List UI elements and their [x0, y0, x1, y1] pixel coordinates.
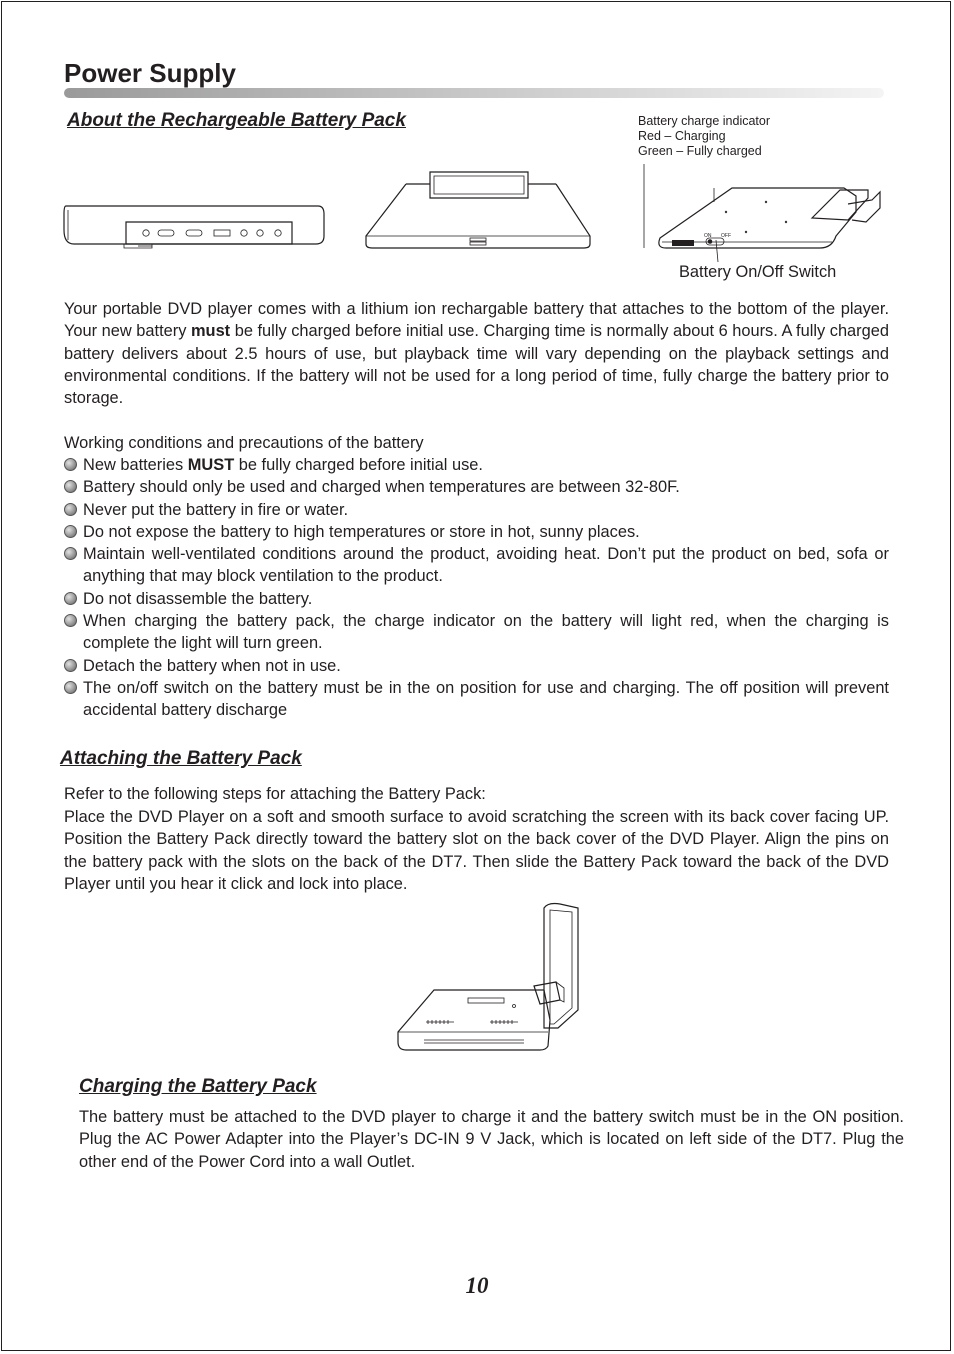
precaution-text: Battery should only be used and charged when temperatures are between 32-80F. [83, 478, 680, 497]
battery-switch-caption: Battery On/Off Switch [679, 263, 837, 281]
precaution-item [64, 655, 889, 677]
precautions-list [64, 454, 889, 722]
dvd-player-side-view-icon [60, 200, 328, 252]
precaution-item [64, 454, 889, 476]
dvd-player-open-with-battery-icon [394, 900, 584, 1054]
indicator-caption [638, 114, 770, 159]
precaution-text: be fully charged before initial use. [234, 456, 483, 474]
precaution-item [64, 588, 889, 610]
bullet-icon [64, 525, 77, 538]
bullet-icon [64, 592, 77, 605]
bullet-icon [64, 547, 77, 560]
precaution-item [64, 521, 889, 543]
switch-off-label: OFF [721, 233, 731, 239]
precaution-text: New batteries [83, 456, 188, 474]
precaution-item [64, 543, 889, 588]
precautions-title: Working conditions and precautions of the battery [64, 434, 424, 452]
attaching-battery-heading: Attaching the Battery Pack [60, 748, 302, 769]
charging-instructions: The battery must be attached to the DVD player to charge it and the battery switch must be in the ON position. Plug the AC Power Adapter into the Player’s DC-IN 9 V Jack, which is located on left side of the DT7. Plug the other end of the Power Cord into a wall Outlet. [79, 1108, 904, 1171]
about-battery-heading: About the Rechargeable Battery Pack [67, 110, 406, 131]
indicator-caption-line3: Green – Fully charged [638, 144, 762, 158]
precaution-text: The on/off switch on the battery must be in the on position for use and charging. The off position will prevent accidental battery discharge [83, 678, 889, 720]
indicator-caption-line1: Battery charge indicator [638, 114, 771, 128]
attaching-instructions: Place the DVD Player on a soft and smooth surface to avoid scratching the screen with its back cover facing UP. Position the Battery Pack directly toward the battery slot on the back cover of the DVD Player. Align the pins on the battery pack with the slots on the back of the DT7. Then slide the Battery Pack toward the back of the DVD Player until you hear it click and lock into place. [64, 808, 889, 893]
attaching-intro: Refer to the following steps for attaching the Battery Pack: [64, 785, 486, 803]
precaution-text: Never put the battery in fire or water. [83, 500, 349, 519]
precaution-text: When charging the battery pack, the charge indicator on the battery will light red, when the charging is complete the light will turn green. [83, 612, 889, 653]
precaution-item [64, 499, 889, 521]
battery-intro-paragraph [64, 298, 889, 409]
page-title: Power Supply [64, 58, 236, 88]
bullet-icon [64, 503, 77, 516]
indicator-caption-line2: Red – Charging [638, 129, 726, 143]
switch-on-label: ON [704, 233, 712, 239]
battery-pack-indicator-icon [636, 162, 886, 254]
precaution-item [64, 677, 889, 722]
bullet-icon [64, 458, 77, 471]
precaution-bold: MUST [187, 456, 235, 474]
battery-intro-bold: must [190, 322, 231, 341]
battery-intro-part2: be fully charged before initial use. Charging time is normally about 6 hours. A fully charged battery delivers about 2.5 hours of use, but playback time will vary depending on the playback settings and environmental conditions. If the battery will not be used for a long period of time, fully charge the battery prior to storage. [64, 322, 889, 408]
bullet-icon [64, 614, 77, 627]
precaution-text: Detach the battery when not in use. [83, 656, 341, 675]
precaution-text: Do not expose the battery to high temperatures or store in hot, sunny places. [83, 522, 640, 541]
battery-intro-part1: Your portable DVD player comes with a lithium ion rechargable battery that attaches to the bottom of the player. Your new battery [64, 300, 889, 341]
bullet-icon [64, 681, 77, 694]
bullet-icon [64, 480, 77, 493]
precaution-text: Do not disassemble the battery. [83, 589, 313, 608]
precaution-text: Maintain well-ventilated conditions around the product, avoiding heat. Don’t put the product on bed, sofa or anything that may block ventilation to the product. [83, 545, 889, 586]
precaution-item [64, 610, 889, 655]
title-underline-bar [64, 88, 884, 98]
bullet-icon [64, 659, 77, 672]
charging-battery-heading: Charging the Battery Pack [79, 1076, 317, 1097]
dvd-player-back-view-icon [362, 168, 594, 252]
precaution-item [64, 476, 889, 498]
page-number: 10 [465, 1273, 489, 1298]
